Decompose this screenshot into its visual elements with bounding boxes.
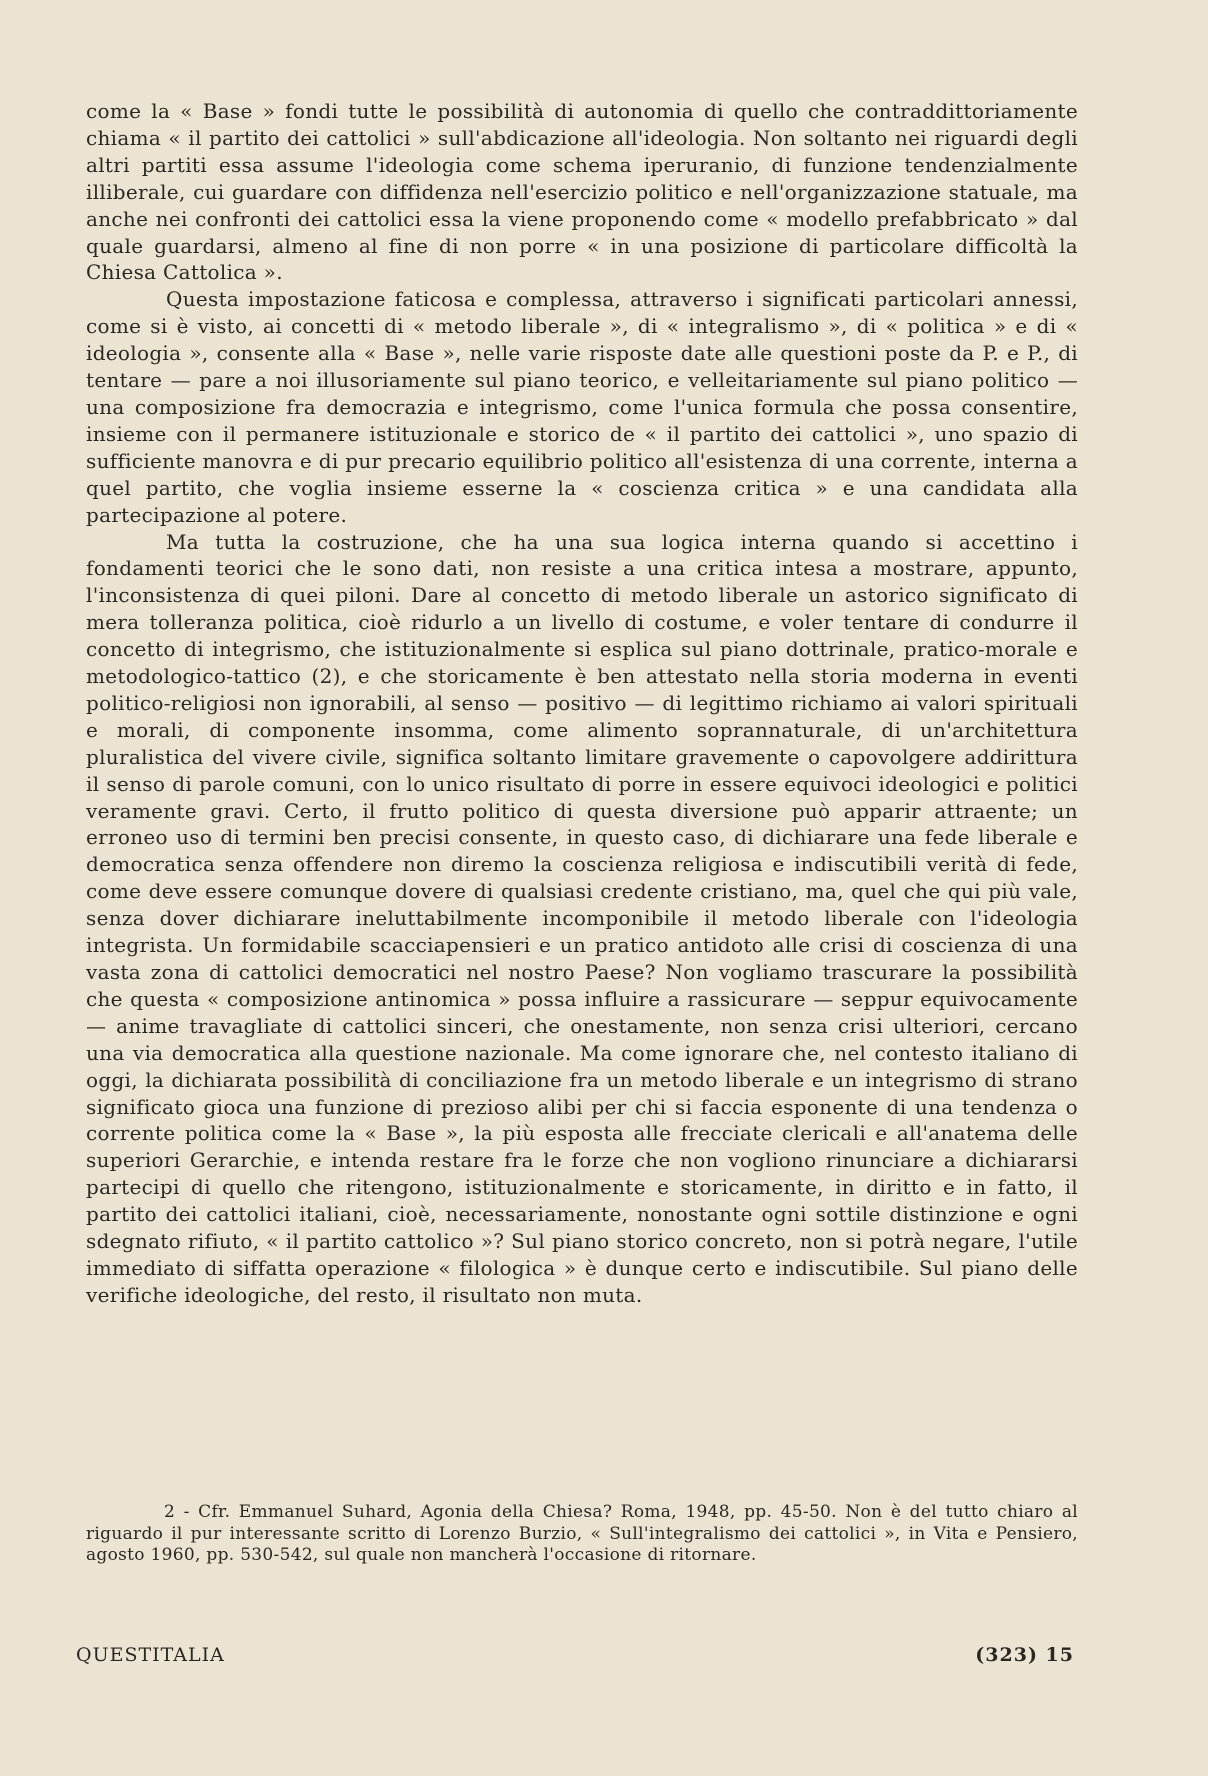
footnote-text: 2 - Cfr. Emmanuel Suhard, Agonia della Chiesa? Roma, 1948, pp. 45-50. Non è del tutto chiaro al riguardo il pur interessante scritto di Lorenzo Burzio, « Sull'integralismo dei cattolici », in Vita e Pensiero, agosto 1960, pp. 530-542, sul quale non mancherà l'occasione di ritornare.	[86, 1502, 1078, 1565]
page-footer	[76, 1644, 1074, 1666]
paragraph-3: Ma tutta la costruzione, che ha una sua logica interna quando si accettino i fondamenti teorici che le sono dati, non resiste a una critica intesa a mostrare, appunto, l'inconsistenza di quei piloni. Dare al concetto di metodo liberale un astorico significato di mera tolleranza politica, cioè ridurlo a un livello di costume, e voler tentare di condurre il concetto di integrismo, che istituzionalmente si esplica sul piano dottrinale, pratico-morale e metodologico-tattico (2), e che storicamente è ben attestato nella storia moderna in eventi politico-religiosi non ignorabili, al senso — positivo — di legittimo richiamo ai valori spirituali e morali, di componente insomma, come alimento soprannaturale, di un'architettura pluralistica del vivere civile, significa soltanto limitare gravemente o capovolgere addirittura il senso di parole comuni, con lo unico risultato di porre in essere equivoci ideologici e politici veramente gravi. Certo, il frutto politico di questa diversione può apparir attraente; un erroneo uso di termini ben precisi consente, in questo caso, di dichiarare una fede liberale e democratica senza offendere non diremo la coscienza religiosa e indiscutibili verità di fede, come deve essere comunque dovere di qualsiasi credente cristiano, ma, quel che qui più vale, senza dover dichiarare ineluttabilmente incomponibile il metodo liberale con l'ideologia integrista. Un formidabile scacciapensieri e un pratico antidoto alle crisi di coscienza di una vasta zona di cattolici democratici nel nostro Paese? Non vogliamo trascurare la possibilità che questa « composizione antinomica » possa influire a rassicurare — seppur equivocamente — anime travagliate di cattolici sinceri, che onestamente, non senza crisi ulteriori, cercano una via democratica alla questione nazionale. Ma come ignorare che, nel contesto italiano di oggi, la dichiarata possibilità di conciliazione fra un metodo liberale e un integrismo di strano significato gioca una funzione di prezioso alibi per chi si faccia esponente di una tendenza o corrente politica come la « Base », la più esposta alle frecciate clericali e all'anatema delle superiori Gerarchie, e intenda restare fra le forze che non vogliono rinunciare a dichiararsi partecipi di quello che ritengono, istituzionalmente e storicamente, in diritto e in fatto, il partito dei cattolici italiani, cioè, necessariamente, nonostante ogni sottile distinzione e ogni sdegnato rifiuto, « il partito cattolico »? Sul piano storico concreto, non si potrà negare, l'utile immediato di siffatta operazione « filologica » è dunque certo e indiscutibile. Sul piano delle verifiche ideologiche, del resto, il risultato non muta.	[86, 529, 1078, 1307]
body-text	[86, 98, 1078, 1309]
journal-name: QUESTITALIA	[76, 1644, 225, 1666]
paragraph-2: Questa impostazione faticosa e complessa, attraverso i significati particolari annessi, come si è visto, ai concetti di « metodo liberale », di « integralismo », di « politica » e di « ideologia », consente alla « Base », nelle varie risposte date alle questioni poste da P. e P., di tentare — pare a noi illusoriamente sul piano teorico, e velleitariamente sul piano politico — una composizione fra democrazia e integrismo, come l'unica formula che possa consentire, insieme con il permanere istituzionale e storico de « il partito dei cattolici », uno spazio di sufficiente manovra e di pur precario equilibrio politico all'esistenza di una corrente, interna a quel partito, che voglia insieme esserne la « coscienza critica » e una candidata alla partecipazione al potere.	[86, 287, 1078, 527]
page-number: (323) 15	[975, 1644, 1074, 1666]
footnote	[86, 1502, 1078, 1567]
paragraph-1: come la « Base » fondi tutte le possibilità di autonomia di quello che contraddittoriamente chiama « il partito dei cattolici » sull'abdicazione all'ideologia. Non soltanto nei riguardi degli altri partiti essa assume l'ideologia come schema iperuranio, di funzione tendenzialmente illiberale, cui guardare con diffidenza nell'esercizio politico e nell'organizzazione statuale, ma anche nei confronti dei cattolici essa la viene proponendo come « modello prefabbricato » dal quale guardarsi, almeno al fine di non porre « in una posizione di particolare difficoltà la Chiesa Cattolica ».	[86, 99, 1078, 285]
